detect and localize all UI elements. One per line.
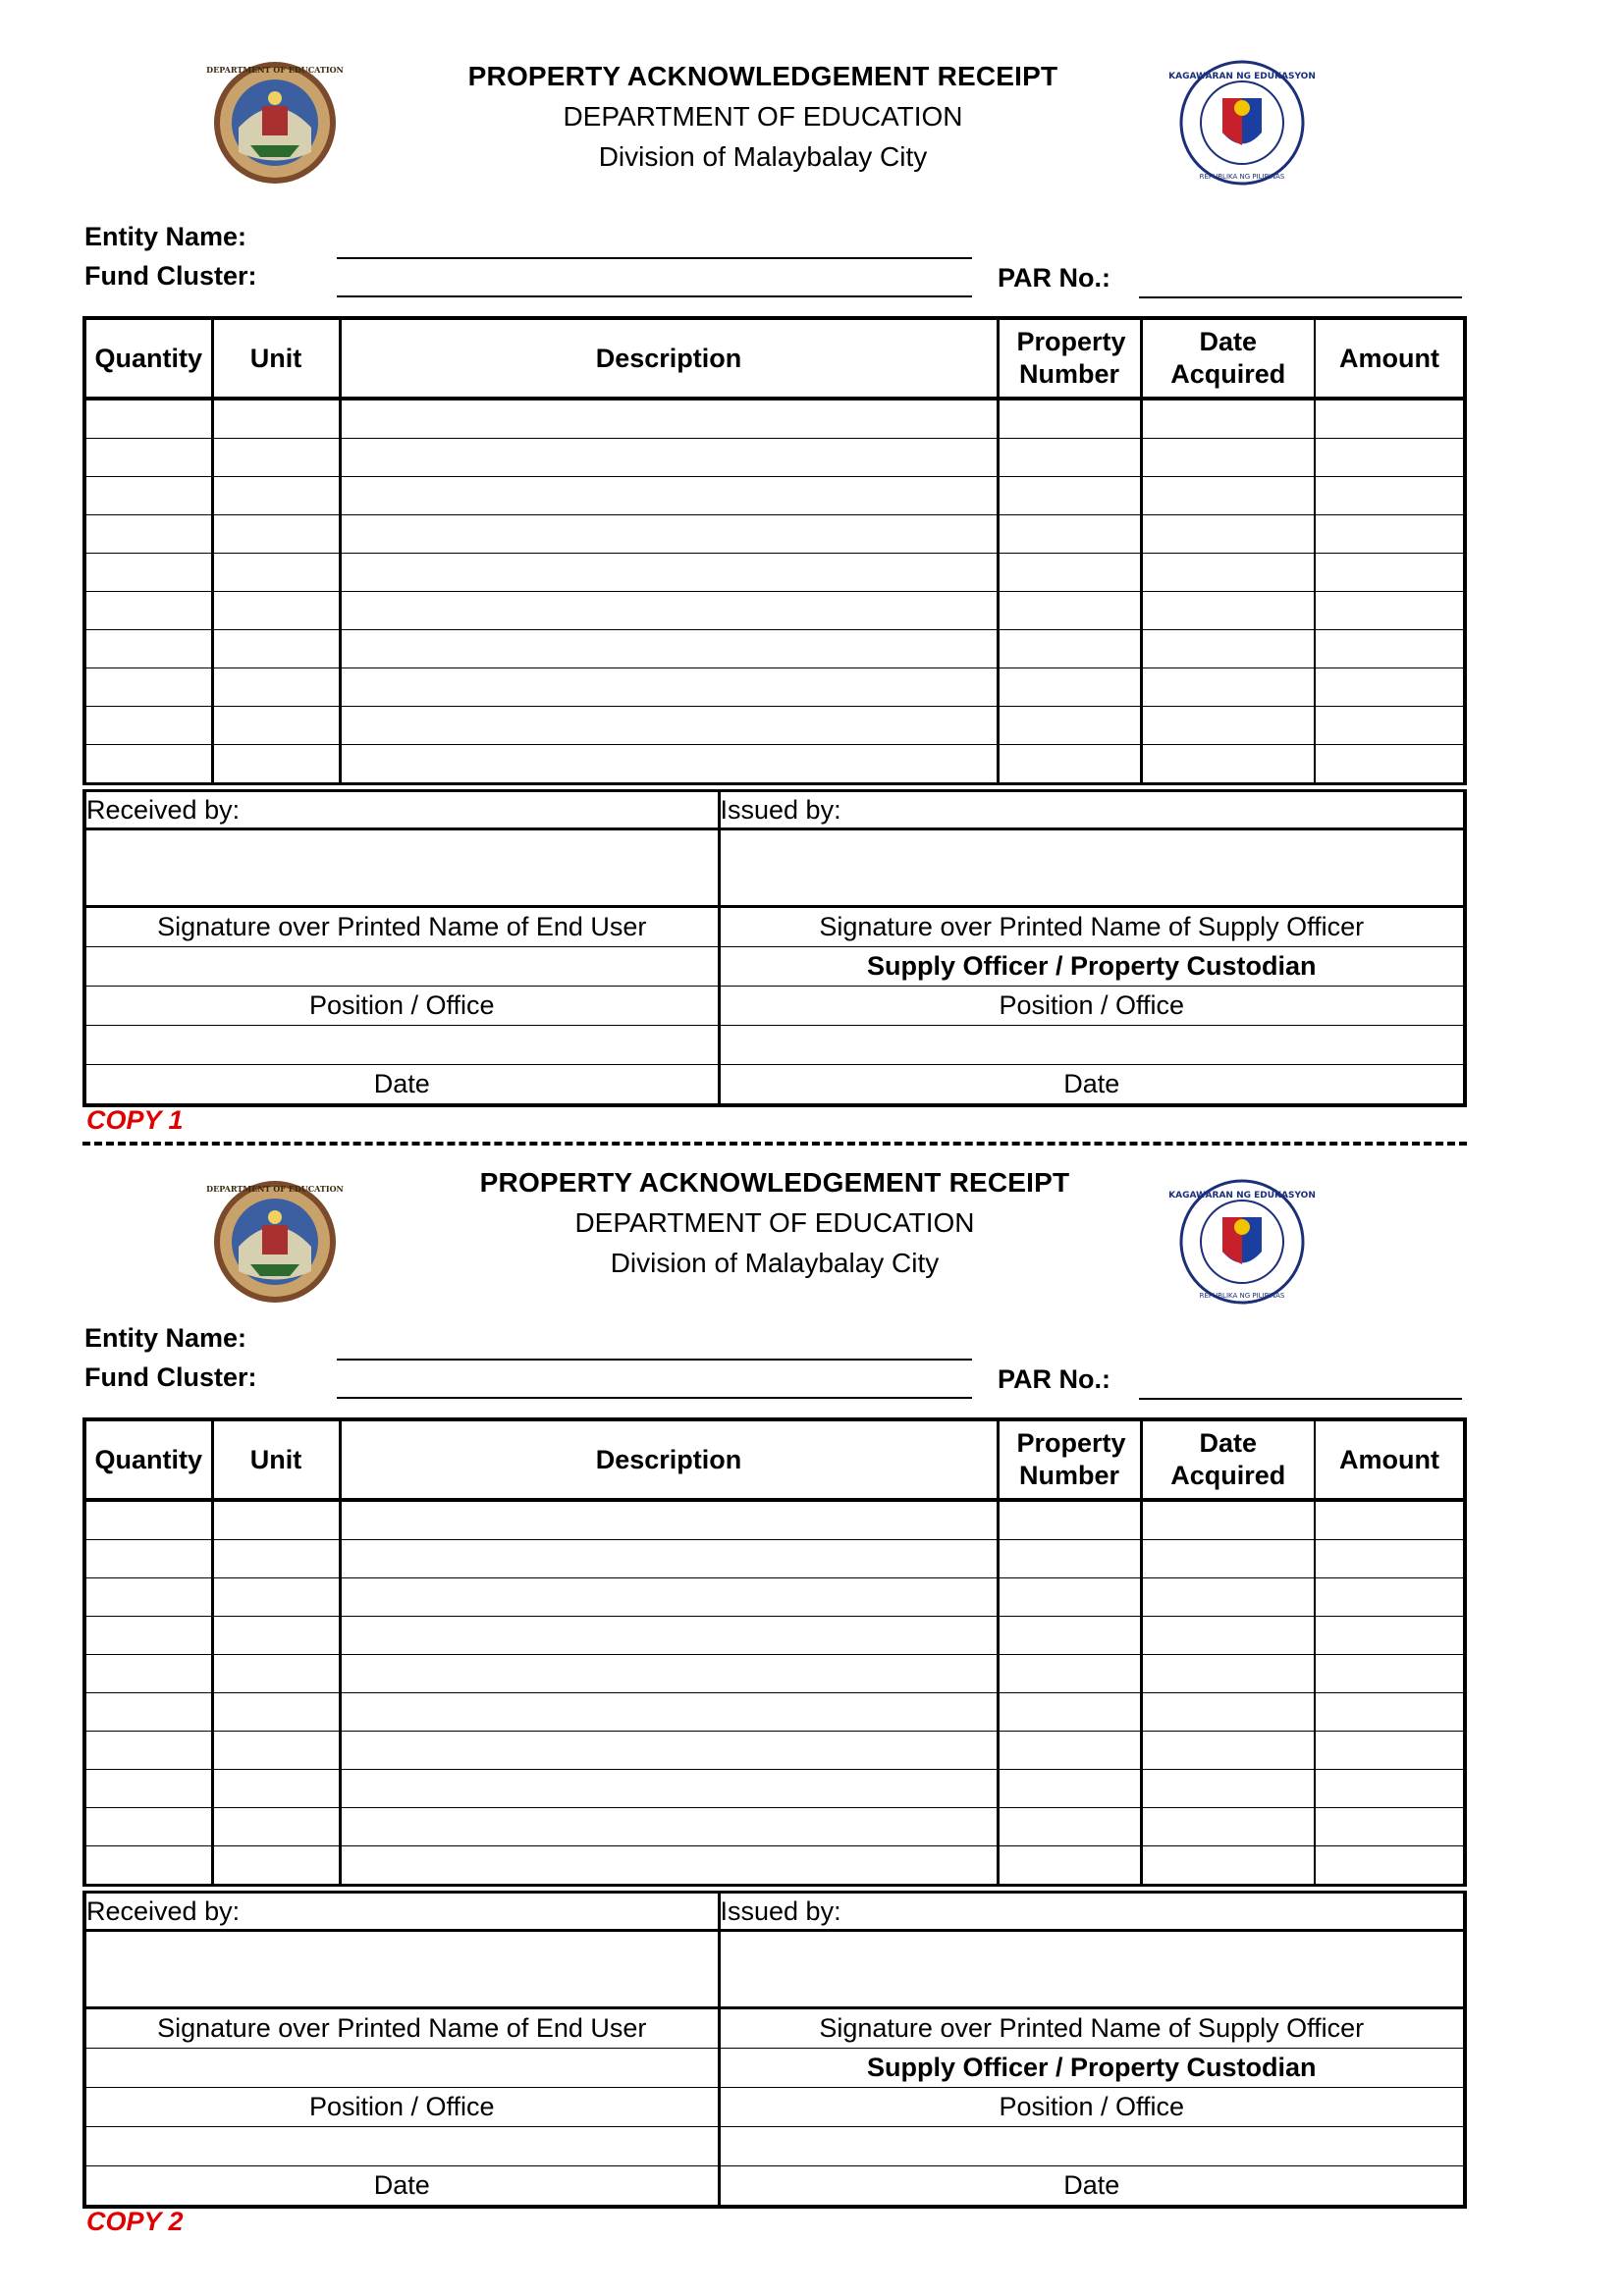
date-acquired-cell[interactable] xyxy=(1141,1500,1315,1540)
item-row xyxy=(84,668,1465,707)
item-row xyxy=(84,1846,1465,1886)
amount-cell[interactable] xyxy=(1315,1846,1465,1886)
unit-cell[interactable] xyxy=(212,1540,340,1578)
supply-officer-title: Supply Officer / Property Custodian xyxy=(719,2049,1465,2088)
property-number-cell[interactable] xyxy=(998,592,1141,630)
description-cell[interactable] xyxy=(340,1693,998,1732)
quantity-cell[interactable] xyxy=(84,1770,212,1808)
receipt-copy-2 xyxy=(0,1101,1624,2236)
end-user-date-field[interactable] xyxy=(84,2127,719,2166)
date-acquired-cell[interactable] xyxy=(1141,1732,1315,1770)
date-acquired-cell[interactable] xyxy=(1141,1770,1315,1808)
end-user-position-field[interactable] xyxy=(84,2049,719,2088)
amount-cell[interactable] xyxy=(1315,1693,1465,1732)
entity-name-label: Entity Name: xyxy=(84,222,247,251)
item-row xyxy=(84,630,1465,668)
unit-cell[interactable] xyxy=(212,1846,340,1886)
item-row xyxy=(84,745,1465,784)
property-number-cell[interactable] xyxy=(998,1655,1141,1693)
quantity-cell[interactable] xyxy=(84,1578,212,1617)
amount-cell[interactable] xyxy=(1315,515,1465,554)
property-number-cell[interactable] xyxy=(998,630,1141,668)
unit-cell[interactable] xyxy=(212,1770,340,1808)
item-row xyxy=(84,439,1465,477)
property-number-cell[interactable] xyxy=(998,477,1141,515)
svg-text:KAGAWARAN NG EDUKASYON: KAGAWARAN NG EDUKASYON xyxy=(1168,72,1316,81)
col-date-acquired: Date Acquired xyxy=(1141,318,1315,399)
unit-cell[interactable] xyxy=(212,1500,340,1540)
property-number-cell[interactable] xyxy=(998,439,1141,477)
description-cell[interactable] xyxy=(340,745,998,784)
date-acquired-cell[interactable] xyxy=(1141,439,1315,477)
amount-cell[interactable] xyxy=(1315,1540,1465,1578)
end-user-date-caption: Date xyxy=(84,2166,719,2208)
item-row xyxy=(84,1655,1465,1693)
description-cell[interactable] xyxy=(340,1655,998,1693)
items-body xyxy=(84,399,1465,784)
amount-cell[interactable] xyxy=(1315,477,1465,515)
description-cell[interactable] xyxy=(340,515,998,554)
supply-officer-date-caption: Date xyxy=(719,2166,1465,2208)
item-row xyxy=(84,1617,1465,1655)
quantity-cell[interactable] xyxy=(84,1846,212,1886)
unit-cell[interactable] xyxy=(212,707,340,745)
date-acquired-cell[interactable] xyxy=(1141,515,1315,554)
amount-cell[interactable] xyxy=(1315,707,1465,745)
col-unit: Unit xyxy=(212,318,340,399)
unit-cell[interactable] xyxy=(212,745,340,784)
amount-cell[interactable] xyxy=(1315,668,1465,707)
supply-officer-position-caption: Position / Office xyxy=(719,987,1465,1026)
item-row xyxy=(84,1500,1465,1540)
date-acquired-cell[interactable] xyxy=(1141,477,1315,515)
description-cell[interactable] xyxy=(340,1617,998,1655)
signature-table xyxy=(82,1891,1467,2209)
copy-label: COPY 2 xyxy=(86,2207,184,2236)
copy-label: COPY 1 xyxy=(86,1105,184,1135)
quantity-cell[interactable] xyxy=(84,707,212,745)
end-user-signature-field[interactable] xyxy=(84,829,719,907)
property-number-cell[interactable] xyxy=(998,515,1141,554)
property-number-cell[interactable] xyxy=(998,1808,1141,1846)
amount-cell[interactable] xyxy=(1315,1655,1465,1693)
par-no-field[interactable] xyxy=(1139,1398,1462,1400)
amount-cell[interactable] xyxy=(1315,1770,1465,1808)
entity-name-field[interactable] xyxy=(337,1359,972,1361)
quantity-cell[interactable] xyxy=(84,1500,212,1540)
supply-officer-date-field[interactable] xyxy=(719,2127,1465,2166)
supply-officer-title: Supply Officer / Property Custodian xyxy=(719,947,1465,987)
property-number-cell[interactable] xyxy=(998,707,1141,745)
amount-cell[interactable] xyxy=(1315,630,1465,668)
item-row xyxy=(84,477,1465,515)
property-number-cell[interactable] xyxy=(998,399,1141,439)
amount-cell[interactable] xyxy=(1315,1732,1465,1770)
property-number-cell[interactable] xyxy=(998,1770,1141,1808)
items-header-row xyxy=(84,1419,1465,1500)
quantity-cell[interactable] xyxy=(84,1808,212,1846)
col-description: Description xyxy=(340,1419,998,1500)
item-row xyxy=(84,1808,1465,1846)
quantity-cell[interactable] xyxy=(84,1540,212,1578)
description-cell[interactable] xyxy=(340,399,998,439)
items-table xyxy=(82,1417,1467,1887)
item-row xyxy=(84,554,1465,592)
items-table xyxy=(82,316,1467,785)
property-number-cell[interactable] xyxy=(998,1732,1141,1770)
issued-by-label: Issued by: xyxy=(719,1893,1465,1931)
unit-cell[interactable] xyxy=(212,399,340,439)
svg-text:REPUBLIKA NG PILIPINAS: REPUBLIKA NG PILIPINAS xyxy=(1199,173,1285,181)
supply-officer-date-caption: Date xyxy=(719,1065,1465,1106)
date-acquired-cell[interactable] xyxy=(1141,1578,1315,1617)
date-acquired-cell[interactable] xyxy=(1141,1693,1315,1732)
quantity-cell[interactable] xyxy=(84,554,212,592)
fund-cluster-field[interactable] xyxy=(337,295,972,297)
property-number-cell[interactable] xyxy=(998,1500,1141,1540)
date-acquired-cell[interactable] xyxy=(1141,668,1315,707)
unit-cell[interactable] xyxy=(212,1693,340,1732)
description-cell[interactable] xyxy=(340,1808,998,1846)
quantity-cell[interactable] xyxy=(84,477,212,515)
description-cell[interactable] xyxy=(340,668,998,707)
item-row xyxy=(84,592,1465,630)
received-by-label: Received by: xyxy=(84,791,719,829)
quantity-cell[interactable] xyxy=(84,630,212,668)
description-cell[interactable] xyxy=(340,1732,998,1770)
property-number-cell[interactable] xyxy=(998,1540,1141,1578)
division-name: Division of Malaybalay City xyxy=(598,141,928,172)
quantity-cell[interactable] xyxy=(84,1732,212,1770)
date-acquired-cell[interactable] xyxy=(1141,399,1315,439)
unit-cell[interactable] xyxy=(212,592,340,630)
date-acquired-cell[interactable] xyxy=(1141,1617,1315,1655)
end-user-position-caption: Position / Office xyxy=(84,987,719,1026)
division-name: Division of Malaybalay City xyxy=(610,1248,940,1278)
svg-text:REPUBLIKA NG PILIPINAS: REPUBLIKA NG PILIPINAS xyxy=(1199,1292,1285,1300)
description-cell[interactable] xyxy=(340,592,998,630)
date-acquired-cell[interactable] xyxy=(1141,1846,1315,1886)
date-acquired-cell[interactable] xyxy=(1141,1808,1315,1846)
col-date-acquired: Date Acquired xyxy=(1141,1419,1315,1500)
description-cell[interactable] xyxy=(340,630,998,668)
item-row xyxy=(84,399,1465,439)
date-acquired-cell[interactable] xyxy=(1141,1540,1315,1578)
description-cell[interactable] xyxy=(340,1846,998,1886)
date-acquired-cell[interactable] xyxy=(1141,707,1315,745)
quantity-cell[interactable] xyxy=(84,592,212,630)
end-user-signature-caption: Signature over Printed Name of End User xyxy=(84,2008,719,2049)
date-acquired-cell[interactable] xyxy=(1141,1655,1315,1693)
end-user-date-caption: Date xyxy=(84,1065,719,1106)
col-amount: Amount xyxy=(1315,1419,1465,1500)
unit-cell[interactable] xyxy=(212,1578,340,1617)
par-no-field[interactable] xyxy=(1139,296,1462,298)
property-number-cell[interactable] xyxy=(998,668,1141,707)
description-cell[interactable] xyxy=(340,439,998,477)
quantity-cell[interactable] xyxy=(84,439,212,477)
col-property-number: Property Number xyxy=(998,318,1141,399)
date-acquired-cell[interactable] xyxy=(1141,554,1315,592)
supply-officer-signature-caption: Signature over Printed Name of Supply Officer xyxy=(719,907,1465,947)
department-name: DEPARTMENT OF EDUCATION xyxy=(574,1207,975,1238)
description-cell[interactable] xyxy=(340,477,998,515)
quantity-cell[interactable] xyxy=(84,1693,212,1732)
svg-text:DEPARTMENT OF EDUCATION: DEPARTMENT OF EDUCATION xyxy=(206,1184,344,1194)
item-row xyxy=(84,515,1465,554)
quantity-cell[interactable] xyxy=(84,745,212,784)
par-no-label: PAR No.: xyxy=(998,1364,1110,1394)
date-acquired-cell[interactable] xyxy=(1141,592,1315,630)
description-cell[interactable] xyxy=(340,1500,998,1540)
unit-cell[interactable] xyxy=(212,1655,340,1693)
col-quantity: Quantity xyxy=(84,1419,212,1500)
item-row xyxy=(84,1770,1465,1808)
unit-cell[interactable] xyxy=(212,554,340,592)
end-user-signature-caption: Signature over Printed Name of End User xyxy=(84,907,719,947)
unit-cell[interactable] xyxy=(212,668,340,707)
amount-cell[interactable] xyxy=(1315,1617,1465,1655)
property-number-cell[interactable] xyxy=(998,745,1141,784)
property-number-cell[interactable] xyxy=(998,554,1141,592)
fund-cluster-label: Fund Cluster: xyxy=(84,1362,257,1392)
quantity-cell[interactable] xyxy=(84,668,212,707)
items-header-row xyxy=(84,318,1465,399)
amount-cell[interactable] xyxy=(1315,1808,1465,1846)
date-acquired-cell[interactable] xyxy=(1141,745,1315,784)
unit-cell[interactable] xyxy=(212,630,340,668)
description-cell[interactable] xyxy=(340,707,998,745)
end-user-position-field[interactable] xyxy=(84,947,719,987)
supply-officer-signature-field[interactable] xyxy=(719,829,1465,907)
quantity-cell[interactable] xyxy=(84,1655,212,1693)
item-row xyxy=(84,707,1465,745)
par-no-label: PAR No.: xyxy=(998,263,1110,293)
signature-table xyxy=(82,789,1467,1107)
amount-cell[interactable] xyxy=(1315,399,1465,439)
received-by-label: Received by: xyxy=(84,1893,719,1931)
item-row xyxy=(84,1540,1465,1578)
property-number-cell[interactable] xyxy=(998,1617,1141,1655)
quantity-cell[interactable] xyxy=(84,1617,212,1655)
description-cell[interactable] xyxy=(340,1578,998,1617)
amount-cell[interactable] xyxy=(1315,1578,1465,1617)
col-quantity: Quantity xyxy=(84,318,212,399)
col-property-number: Property Number xyxy=(998,1419,1141,1500)
amount-cell[interactable] xyxy=(1315,745,1465,784)
item-row xyxy=(84,1693,1465,1732)
end-user-position-caption: Position / Office xyxy=(84,2088,719,2127)
unit-cell[interactable] xyxy=(212,515,340,554)
end-user-date-field[interactable] xyxy=(84,1026,719,1065)
issued-by-label: Issued by: xyxy=(719,791,1465,829)
unit-cell[interactable] xyxy=(212,477,340,515)
svg-text:DEPARTMENT OF EDUCATION: DEPARTMENT OF EDUCATION xyxy=(206,65,344,75)
department-name: DEPARTMENT OF EDUCATION xyxy=(563,101,963,132)
unit-cell[interactable] xyxy=(212,1732,340,1770)
form-title: PROPERTY ACKNOWLEDGEMENT RECEIPT xyxy=(479,1167,1070,1198)
property-number-cell[interactable] xyxy=(998,1578,1141,1617)
amount-cell[interactable] xyxy=(1315,592,1465,630)
description-cell[interactable] xyxy=(340,1540,998,1578)
supply-officer-signature-field[interactable] xyxy=(719,1931,1465,2008)
entity-name-label: Entity Name: xyxy=(84,1323,247,1353)
description-cell[interactable] xyxy=(340,1770,998,1808)
supply-officer-signature-caption: Signature over Printed Name of Supply Officer xyxy=(719,2008,1465,2049)
unit-cell[interactable] xyxy=(212,1808,340,1846)
col-unit: Unit xyxy=(212,1419,340,1500)
col-description: Description xyxy=(340,318,998,399)
supply-officer-date-field[interactable] xyxy=(719,1026,1465,1065)
item-row xyxy=(84,1578,1465,1617)
quantity-cell[interactable] xyxy=(84,399,212,439)
items-body xyxy=(84,1500,1465,1886)
entity-name-field[interactable] xyxy=(337,257,972,259)
receipt-copy-1 xyxy=(0,0,1624,1135)
unit-cell[interactable] xyxy=(212,1617,340,1655)
fund-cluster-field[interactable] xyxy=(337,1397,972,1399)
amount-cell[interactable] xyxy=(1315,554,1465,592)
amount-cell[interactable] xyxy=(1315,1500,1465,1540)
property-number-cell[interactable] xyxy=(998,1693,1141,1732)
date-acquired-cell[interactable] xyxy=(1141,630,1315,668)
amount-cell[interactable] xyxy=(1315,439,1465,477)
svg-text:KAGAWARAN NG EDUKASYON: KAGAWARAN NG EDUKASYON xyxy=(1168,1191,1316,1201)
quantity-cell[interactable] xyxy=(84,515,212,554)
end-user-signature-field[interactable] xyxy=(84,1931,719,2008)
item-row xyxy=(84,1732,1465,1770)
description-cell[interactable] xyxy=(340,554,998,592)
property-number-cell[interactable] xyxy=(998,1846,1141,1886)
supply-officer-position-caption: Position / Office xyxy=(719,2088,1465,2127)
form-title: PROPERTY ACKNOWLEDGEMENT RECEIPT xyxy=(467,61,1058,91)
col-amount: Amount xyxy=(1315,318,1465,399)
unit-cell[interactable] xyxy=(212,439,340,477)
fund-cluster-label: Fund Cluster: xyxy=(84,261,257,291)
